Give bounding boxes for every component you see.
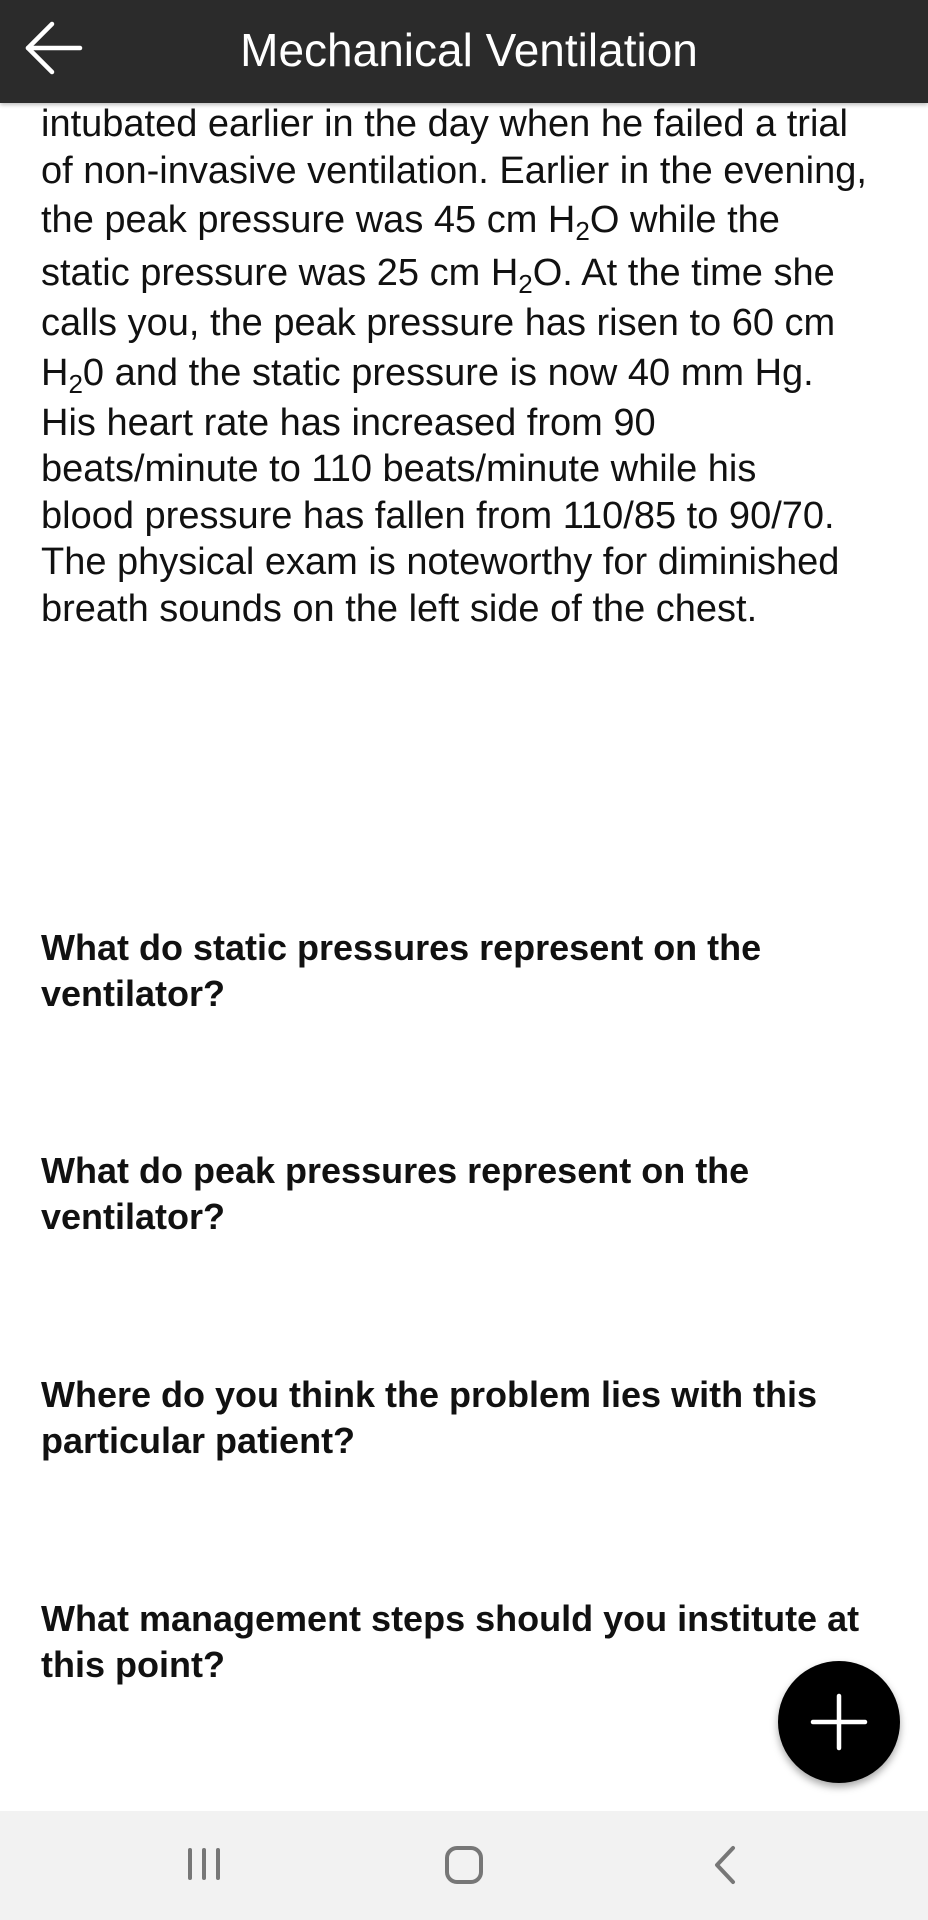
text-segment: calls you, the peak pressure has risen to 60 cm [41,302,836,344]
text-segment: intubated earlier in the day when he failed a trial [41,103,848,145]
subscript: 2 [68,368,83,399]
case-text-line [41,400,901,447]
case-text-line [41,347,901,400]
case-text-line [41,148,901,195]
case-description [41,101,901,632]
question-problem-location: Where do you think the problem lies with this particular patient? [41,1374,818,1461]
text-segment: beats/minute to 110 beats/minute while his [41,448,757,490]
plus-icon [809,1692,869,1752]
text-segment: O while the [589,199,780,241]
home-icon [424,1833,504,1897]
recent-apps-button[interactable] [164,1833,244,1897]
back-chevron-icon [684,1833,764,1897]
case-content [41,101,901,632]
case-text-line [41,194,901,247]
question-peak-pressures: What do peak pressures represent on the ventilator? [41,1150,750,1237]
case-text-line [41,247,901,300]
case-text-line [41,586,901,633]
home-button[interactable] [424,1833,504,1897]
text-segment: H [41,351,69,394]
add-note-button[interactable] [778,1661,900,1783]
text-segment: static pressure was 25 cm H [41,252,519,294]
text-segment: the peak pressure was 45 cm H [41,199,576,241]
text-segment: 0 and the static pressure is now 40 mm Hg. [82,351,814,394]
text-segment: breath sounds on the left side of the chest. [41,587,758,630]
app-bar [0,0,928,103]
system-nav-bar [0,1811,928,1920]
case-text-line [41,493,901,540]
case-text-line [41,539,901,586]
subscript: 2 [518,268,533,299]
question-static-pressures: What do static pressures represent on the ventilator? [41,927,762,1014]
back-nav-button[interactable] [684,1833,764,1897]
page-title: Mechanical Ventilation [240,24,698,76]
question-management-steps: What management steps should you institute at this point? [41,1598,860,1685]
case-text-line [41,101,901,148]
case-text-line [41,446,901,493]
text-segment: His heart rate has increased from 90 [41,401,656,444]
text-segment: of non-invasive ventilation. Earlier in the evening, [41,149,867,192]
text-segment: O. At the time she [532,252,835,294]
text-segment: The physical exam is noteworthy for diminished [41,541,840,583]
text-segment: blood pressure has fallen from 110/85 to 90/70. [41,494,835,537]
case-text-line [41,300,901,347]
subscript: 2 [575,215,590,246]
recent-apps-icon [164,1833,244,1897]
